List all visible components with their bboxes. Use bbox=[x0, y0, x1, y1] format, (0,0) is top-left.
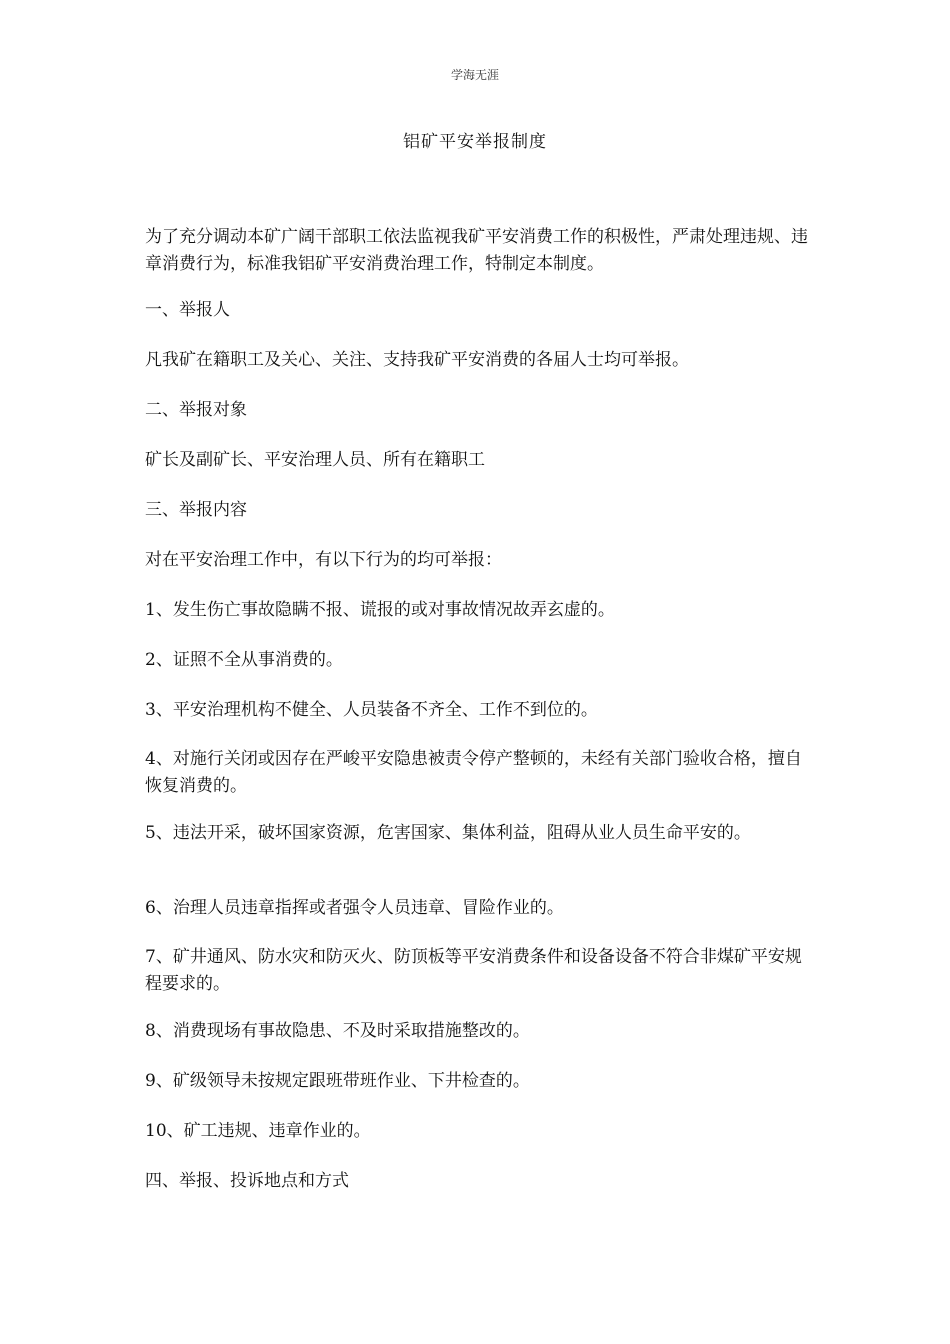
list-item: 7、矿井通风、防水灾和防灭火、防顶板等平安消费条件和设备设备不符合非煤矿平安规程要求的。 bbox=[145, 947, 802, 994]
section-heading-method: 四、举报、投诉地点和方式 bbox=[145, 1171, 349, 1191]
document-title: 铝矿平安举报制度 bbox=[403, 132, 547, 152]
section-heading-content: 三、举报内容 bbox=[145, 500, 247, 520]
list-item: 9、矿级领导未按规定跟班带班作业、下井检查的。 bbox=[145, 1071, 530, 1091]
reporter-paragraph: 凡我矿在籍职工及关心、关注、支持我矿平安消费的各届人士均可举报。 bbox=[145, 350, 689, 370]
target-paragraph: 矿长及副矿长、平安治理人员、所有在籍职工 bbox=[145, 450, 485, 470]
section-heading-reporter: 一、举报人 bbox=[145, 300, 230, 320]
page-header: 学海无涯 bbox=[450, 68, 499, 82]
list-item: 3、平安治理机构不健全、人员装备不齐全、工作不到位的。 bbox=[145, 700, 598, 720]
section-heading-target: 二、举报对象 bbox=[145, 400, 247, 420]
list-item: 6、治理人员违章指挥或者强令人员违章、冒险作业的。 bbox=[145, 898, 564, 918]
list-item: 1、发生伤亡事故隐瞒不报、谎报的或对事故情况故弄玄虚的。 bbox=[145, 600, 615, 620]
content-intro-paragraph: 对在平安治理工作中，有以下行为的均可举报： bbox=[145, 550, 502, 570]
list-item: 8、消费现场有事故隐患、不及时采取措施整改的。 bbox=[145, 1021, 530, 1041]
list-item: 10、矿工违规、违章作业的。 bbox=[145, 1121, 371, 1141]
list-item: 2、证照不全从事消费的。 bbox=[145, 650, 343, 670]
list-item: 5、违法开采，破坏国家资源，危害国家、集体利益，阻碍从业人员生命平安的。 bbox=[145, 823, 751, 843]
list-item: 4、对施行关闭或因存在严峻平安隐患被责令停产整顿的，未经有关部门验收合格，擅自恢复消费的。 bbox=[145, 749, 802, 796]
intro-paragraph: 为了充分调动本矿广阔干部职工依法监视我矿平安消费工作的积极性，严肃处理违规、违章消费行为，标准我铝矿平安消费治理工作，特制定本制度。 bbox=[145, 227, 808, 274]
